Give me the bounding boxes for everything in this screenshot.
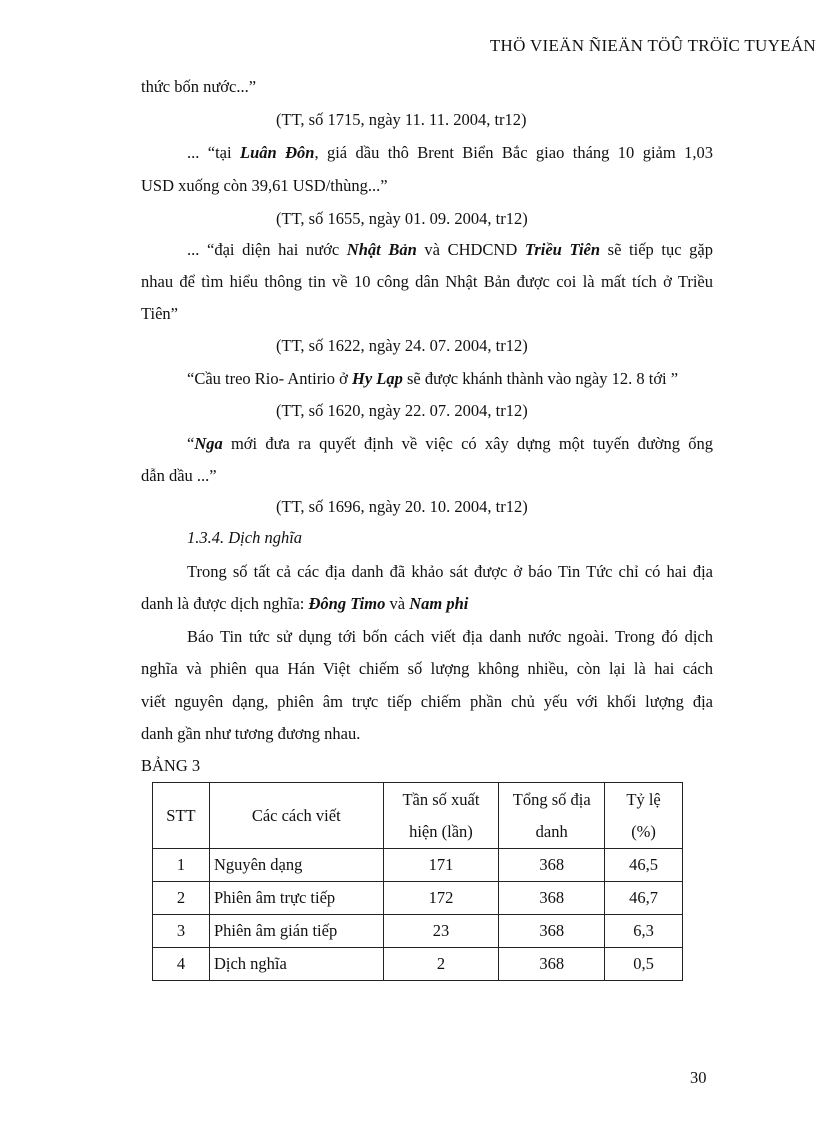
place-name: Đông Timo — [308, 594, 386, 613]
cell-total: 368 — [499, 882, 605, 915]
header-total: Tổng số địa danh — [499, 783, 605, 849]
cell-stt: 1 — [153, 849, 210, 882]
cell-method: Phiên âm gián tiếp — [209, 915, 383, 948]
cell-method: Phiên âm trực tiếp — [209, 882, 383, 915]
data-table — [152, 782, 683, 981]
place-name: Nam phi — [409, 594, 469, 613]
paragraph-line: Báo Tin tức sử dụng tới bốn cách viết địa danh nước ngoài. Trong đó dịch — [187, 627, 713, 646]
library-header: THÖ VIEÄN ÑIEÄN TÖÛ TRÖÏC TUYEÁN — [489, 36, 816, 55]
cell-ratio: 6,3 — [605, 915, 683, 948]
section-heading: 1.3.4. Dịch nghĩa — [187, 528, 303, 547]
header-ratio: Tỷ lệ (%) — [605, 783, 683, 849]
quote-line: “Nga mới đưa ra quyết định về việc có xây dựng một tuyến đường ống — [187, 434, 713, 453]
header-stt: STT — [153, 783, 210, 849]
page-number: 30 — [690, 1068, 707, 1087]
paragraph-line: danh là được dịch nghĩa: Đông Timo và Nam phi — [141, 594, 469, 613]
cell-frequency: 2 — [383, 948, 499, 981]
citation: (TT, số 1715, ngày 11. 11. 2004, tr12) — [276, 110, 527, 129]
text-line: Tiên” — [141, 304, 178, 323]
table-label: BẢNG 3 — [141, 756, 201, 775]
table-header-row — [153, 783, 683, 849]
paragraph-line: danh gần như tương đương nhau. — [141, 724, 361, 743]
header-frequency: Tần số xuất hiện (lần) — [383, 783, 499, 849]
citation: (TT, số 1620, ngày 22. 07. 2004, tr12) — [276, 401, 528, 420]
citation: (TT, số 1655, ngày 01. 09. 2004, tr12) — [276, 209, 528, 228]
cell-stt: 4 — [153, 948, 210, 981]
table-row — [153, 948, 683, 981]
place-name: Luân Đôn — [240, 143, 315, 162]
cell-frequency: 171 — [383, 849, 499, 882]
paragraph-line: viết nguyên dạng, phiên âm trực tiếp chiếm phần chủ yếu với khối lượng địa — [141, 692, 713, 711]
cell-total: 368 — [499, 849, 605, 882]
place-name: Triều Tiên — [524, 240, 601, 259]
place-name: Nhật Bản — [346, 240, 417, 259]
place-name: Hy Lạp — [352, 369, 403, 388]
cell-method: Dịch nghĩa — [209, 948, 383, 981]
table-row — [153, 882, 683, 915]
text-line: USD xuống còn 39,61 USD/thùng...” — [141, 176, 388, 195]
cell-frequency: 172 — [383, 882, 499, 915]
cell-stt: 2 — [153, 882, 210, 915]
quote-line: ... “tại Luân Đôn, giá dầu thô Brent Biển Bắc giao tháng 10 giảm 1,03 — [187, 143, 713, 162]
place-name: Nga — [194, 434, 223, 453]
paragraph-line: nghĩa và phiên qua Hán Việt chiếm số lượng không nhiều, còn lại là hai cách — [141, 659, 713, 678]
cell-total: 368 — [499, 915, 605, 948]
cell-ratio: 0,5 — [605, 948, 683, 981]
cell-frequency: 23 — [383, 915, 499, 948]
cell-stt: 3 — [153, 915, 210, 948]
citation: (TT, số 1696, ngày 20. 10. 2004, tr12) — [276, 497, 528, 516]
cell-ratio: 46,7 — [605, 882, 683, 915]
cell-total: 368 — [499, 948, 605, 981]
text-line: nhau để tìm hiểu thông tin về 10 công dân Nhật Bản được coi là mất tích ở Triều — [141, 272, 713, 291]
citation: (TT, số 1622, ngày 24. 07. 2004, tr12) — [276, 336, 528, 355]
header-method: Các cách viết — [209, 783, 383, 849]
text-line: thức bốn nước...” — [141, 77, 257, 96]
cell-method: Nguyên dạng — [209, 849, 383, 882]
quote-line: “Cầu treo Rio- Antirio ở Hy Lạp sẽ được khánh thành vào ngày 12. 8 tới ” — [187, 369, 679, 388]
quote-line: ... “đại diện hai nước Nhật Bản và CHDCND Triều Tiên sẽ tiếp tục gặp — [187, 240, 714, 259]
paragraph-line: Trong số tất cả các địa danh đã khảo sát được ở báo Tin Tức chỉ có hai địa — [187, 562, 713, 581]
text-line: dẫn dầu ...” — [141, 466, 217, 485]
cell-ratio: 46,5 — [605, 849, 683, 882]
table-row — [153, 849, 683, 882]
table-row — [153, 915, 683, 948]
